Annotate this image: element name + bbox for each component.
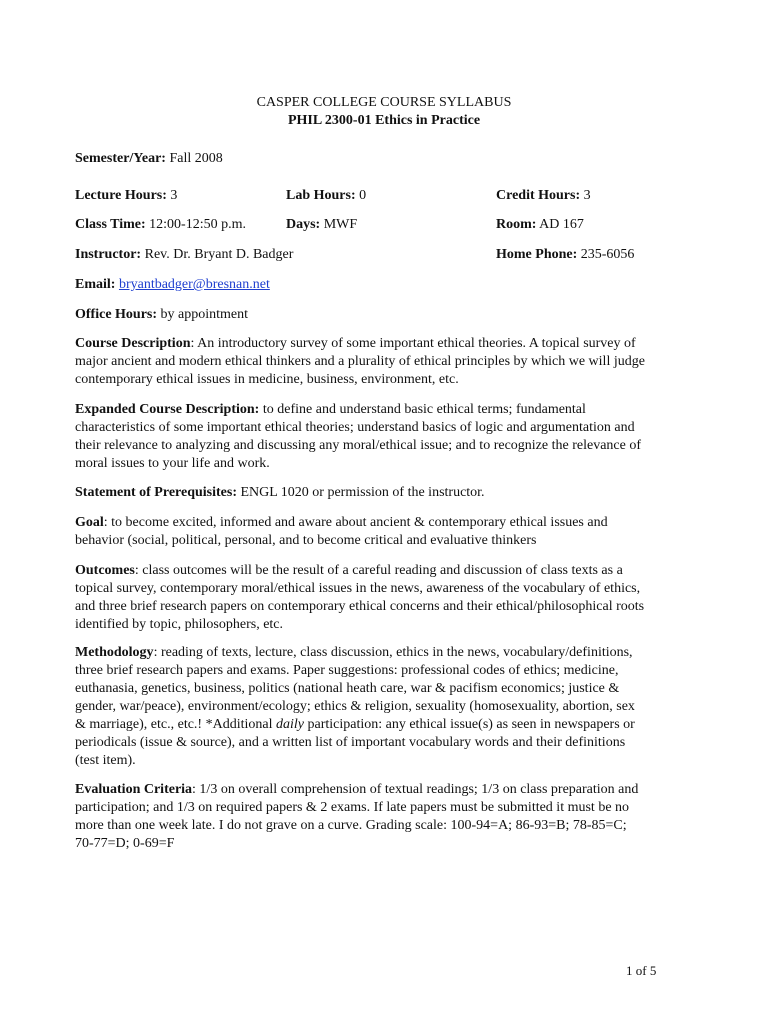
lab-value: 0 (359, 188, 367, 203)
instructor (75, 246, 293, 264)
methodology-text: three brief research papers and exams. Paper suggestions: professional codes of ethics; medicine, (75, 663, 619, 678)
goal-label: Goal (75, 515, 104, 530)
expanded-text: characteristics of some important ethical theories; understand basics of logic and argumentation and (75, 420, 635, 435)
evaluation-text: more than one week late. I do not grave on a curve. Grading scale: 100-94=A; 86-93=B; 78-85=C; (75, 818, 627, 833)
class-time (75, 216, 246, 234)
instructor-value: Rev. Dr. Bryant D. Badger (144, 247, 294, 262)
instructor-label: Instructor: (75, 247, 142, 262)
methodology (75, 644, 697, 770)
methodology-text: euthanasia, genetics, business, politics (national heath care, war & pacifism economics; justice & (75, 681, 620, 696)
evaluation-text: participation; and 1/3 on required papers & 2 exams. If late papers must be submitted it must be no (75, 800, 630, 815)
course-description (75, 335, 697, 389)
phone-value: 235-6056 (580, 247, 635, 262)
page-number: 1 of 5 (626, 963, 657, 978)
lab-hours (286, 187, 366, 205)
expanded-text: moral issues to your life and work. (75, 456, 270, 471)
evaluation-text: : 1/3 on overall comprehension of textual readings; 1/3 on class preparation and (192, 782, 639, 797)
expanded-text: to define and understand basic ethical terms; fundamental (259, 402, 586, 417)
room-label: Room: (496, 217, 537, 232)
methodology-label: Methodology (75, 645, 154, 660)
office-label: Office Hours: (75, 307, 158, 322)
methodology-text: (test item). (75, 753, 136, 768)
outcomes-label: Outcomes (75, 563, 135, 578)
methodology-text: participation: any ethical issue(s) as seen in newspapers or (303, 717, 635, 732)
methodology-text: gender, war/peace), environment/ecology; ethics & religion, sexuality (homosexuality, abortion, sex (75, 699, 635, 714)
goal (75, 514, 697, 550)
methodology-text: periodicals (issue & source), and a written list of important vocabulary words and their definitions (75, 735, 626, 750)
semester-row (75, 150, 223, 168)
prereq-label: Statement of Prerequisites: (75, 485, 237, 500)
semester-value: Fall 2008 (169, 151, 223, 166)
prereq-text: ENGL 1020 or permission of the instructor. (237, 485, 485, 500)
evaluation-text: 70-77=D; 0-69=F (75, 836, 175, 851)
lecture-label: Lecture Hours: (75, 188, 167, 203)
course-desc-text: contemporary ethical issues in medicine, business, environment, etc. (75, 372, 459, 387)
office-hours (75, 306, 248, 324)
lab-label: Lab Hours: (286, 188, 356, 203)
outcomes-text: : class outcomes will be the result of a careful reading and discussion of class texts as a (134, 563, 623, 578)
evaluation-label: Evaluation Criteria (75, 782, 193, 797)
goal-text: : to become excited, informed and aware about ancient & contemporary ethical issues and (103, 515, 608, 530)
goal-text: behavior (social, political, personal, and to become critical and evaluative thinkers (75, 533, 537, 548)
course-desc-label: Course Description (75, 336, 191, 351)
home-phone (496, 246, 634, 264)
outcomes (75, 562, 697, 634)
lecture-hours (75, 187, 177, 205)
room (496, 216, 584, 234)
office-value: by appointment (160, 307, 249, 322)
evaluation-criteria (75, 781, 697, 853)
classtime-label: Class Time: (75, 217, 146, 232)
college-heading: CASPER COLLEGE COURSE SYLLABUS (256, 95, 512, 110)
classtime-value: 12:00-12:50 p.m. (149, 217, 246, 232)
credit-value: 3 (583, 188, 591, 203)
prerequisites (75, 484, 697, 502)
days (286, 216, 357, 234)
email-label: Email: (75, 277, 116, 292)
expanded-text: their relevance to analyzing and discussing any moral/ethical issue; and to recognize the relevance of (75, 438, 641, 453)
lecture-value: 3 (170, 188, 178, 203)
methodology-text: & marriage), etc., etc.! *Additional (75, 717, 276, 732)
room-value: AD 167 (539, 217, 584, 232)
expanded-description (75, 401, 697, 473)
course-title: PHIL 2300-01 Ethics in Practice (287, 113, 481, 128)
course-desc-text: : An introductory survey of some important ethical theories. A topical survey of (190, 336, 636, 351)
outcomes-text: identified by topic, philosophers, etc. (75, 617, 284, 632)
phone-label: Home Phone: (496, 247, 578, 262)
outcomes-text: topical survey, contemporary moral/ethical issues in the news, awareness of the vocabulary of ethics, (75, 581, 641, 596)
semester-label: Semester/Year: (75, 151, 166, 166)
outcomes-text: and three brief research papers on contemporary ethical concerns and their ethical/philosophical roots (75, 599, 645, 614)
credit-hours (496, 187, 591, 205)
methodology-text: : reading of texts, lecture, class discussion, ethics in the news, vocabulary/definitions, (153, 645, 633, 660)
credit-label: Credit Hours: (496, 188, 581, 203)
course-desc-text: major ancient and modern ethical thinkers and a plurality of ethical principles by which we will judge (75, 354, 645, 369)
email-row (75, 276, 270, 294)
methodology-emphasis: daily (275, 717, 304, 732)
days-label: Days: (286, 217, 321, 232)
email-link[interactable]: bryantbadger@bresnan.net (118, 277, 270, 292)
expanded-label: Expanded Course Description: (75, 402, 260, 417)
days-value: MWF (323, 217, 358, 232)
